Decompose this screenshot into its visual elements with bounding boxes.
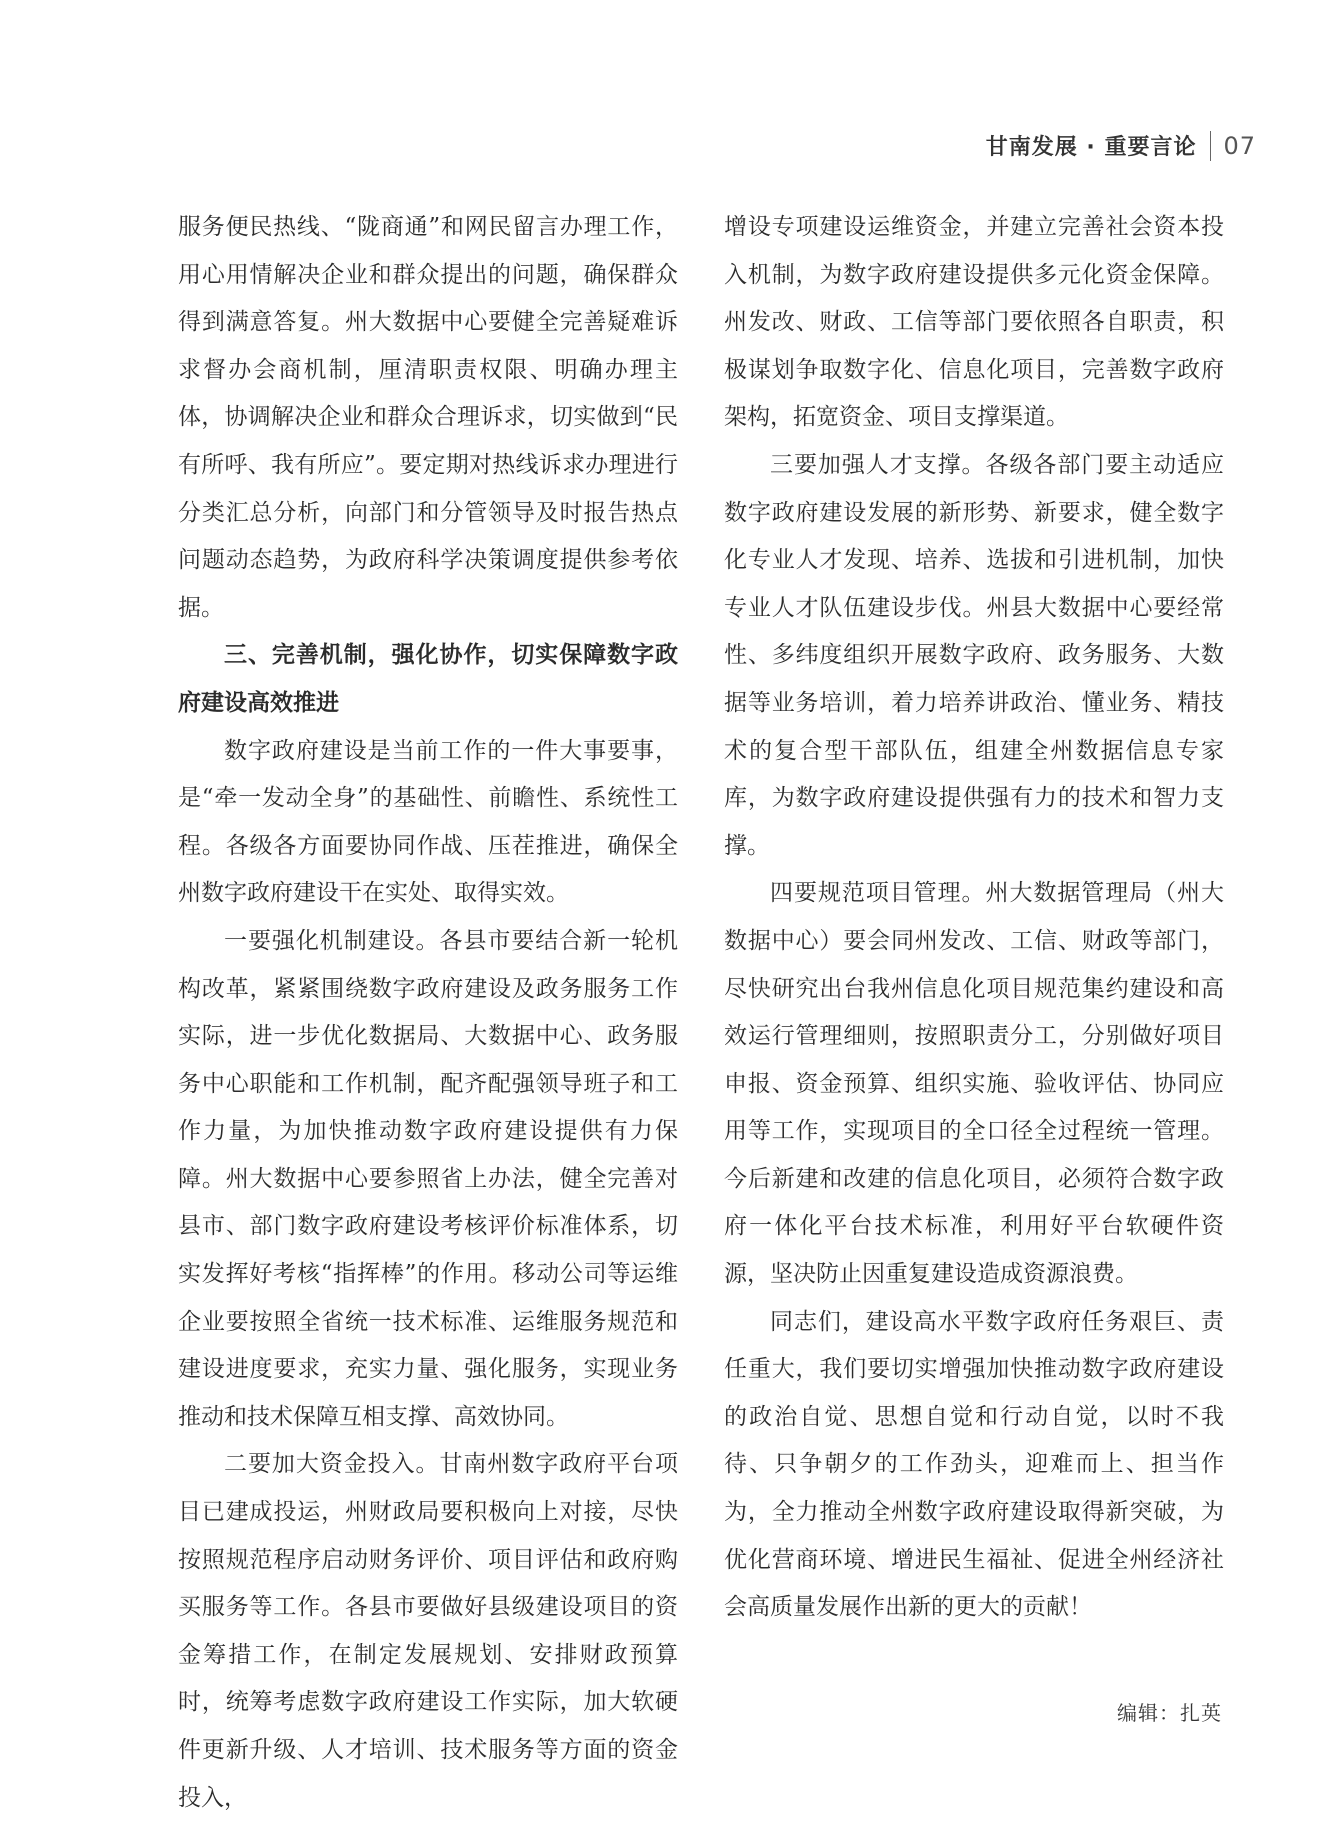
- header-divider: [1210, 131, 1211, 161]
- paragraph: 三要加强人才支撑。各级各部门要主动适应数字政府建设发展的新形势、新要求，健全数字化专业人才发现、培养、选拔和引进机制，加快专业人才队伍建设步伐。州县大数据中心要经常性、多纬度组织开展数字政府、政务服务、大数据等业务培训，着力培养讲政治、懂业务、精技术的复合型干部队伍，组建全州数据信息专家库，为数字政府建设提供强有力的技术和智力支撑。: [724, 451, 1224, 859]
- editor-credit: 编辑：扎英: [1117, 1701, 1222, 1725]
- running-header: [986, 130, 1256, 161]
- paragraph: 一要强化机制建设。各县市要结合新一轮机构改革，紧紧围绕数字政府建设及政务服务工作实际，进一步优化数据局、大数据中心、政务服务中心职能和工作机制，配齐配强领导班子和工作力量，为加快推动数字政府建设提供有力保障。州大数据中心要参照省上办法，健全完善对县市、部门数字政府建设考核评价标准体系，切实发挥好考核“指挥棒”的作用。移动公司等运维企业要按照全省统一技术标准、运维服务规范和建设进度要求，充实力量、强化服务，实现业务推动和技术保障互相支撑、高效协同。: [178, 927, 678, 1430]
- page-number: 07: [1223, 131, 1256, 160]
- section-title: 甘南发展 · 重要言论: [985, 135, 1197, 160]
- left-column: [178, 204, 678, 1822]
- right-column: [724, 204, 1224, 1632]
- paragraph: 四要规范项目管理。州大数据管理局（州大数据中心）要会同州发改、工信、财政等部门，尽快研究出台我州信息化项目规范集约建设和高效运行管理细则，按照职责分工，分别做好项目申报、资金预算、组织实施、验收评估、协同应用等工作，实现项目的全口径全过程统一管理。今后新建和改建的信息化项目，必须符合数字政府一体化平台技术标准，利用好平台软硬件资源，坚决防止因重复建设造成资源浪费。: [724, 880, 1224, 1288]
- paragraph: 同志们，建设高水平数字政府任务艰巨、责任重大，我们要切实增强加快推动数字政府建设的政治自觉、思想自觉和行动自觉，以时不我待、只争朝夕的工作劲头，迎难而上、担当作为，全力推动全州数字政府建设取得新突破，为优化营商环境、增进民生福祉、促进全州经济社会高质量发展作出新的更大的贡献！: [724, 1308, 1224, 1621]
- paragraph-continued: 服务便民热线、“陇商通”和网民留言办理工作，用心用情解决企业和群众提出的问题，确保群众得到满意答复。州大数据中心要健全完善疑难诉求督办会商机制，厘清职责权限、明确办理主体，协调解决企业和群众合理诉求，切实做到“民有所呼、我有所应”。要定期对热线诉求办理进行分类汇总分析，向部门和分管领导及时报告热点问题动态趋势，为政府科学决策调度提供参考依据。: [178, 214, 678, 621]
- paragraph-continued: 增设专项建设运维资金，并建立完善社会资本投入机制，为数字政府建设提供多元化资金保障。州发改、财政、工信等部门要依照各自职责，积极谋划争取数字化、信息化项目，完善数字政府架构，拓宽资金、项目支撑渠道。: [724, 214, 1224, 431]
- paragraph: 数字政府建设是当前工作的一件大事要事，是“牵一发动全身”的基础性、前瞻性、系统性工程。各级各方面要协同作战、压茬推进，确保全州数字政府建设干在实处、取得实效。: [178, 737, 678, 907]
- paragraph: 二要加大资金投入。甘南州数字政府平台项目已建成投运，州财政局要积极向上对接，尽快按照规范程序启动财务评价、项目评估和政府购买服务等工作。各县市要做好县级建设项目的资金筹措工作，在制定发展规划、安排财政预算时，统筹考虑数字政府建设工作实际，加大软硬件更新升级、人才培训、技术服务等方面的资金投入，: [178, 1451, 678, 1811]
- section-heading: 三、完善机制，强化协作，切实保障数字政府建设高效推进: [178, 642, 678, 716]
